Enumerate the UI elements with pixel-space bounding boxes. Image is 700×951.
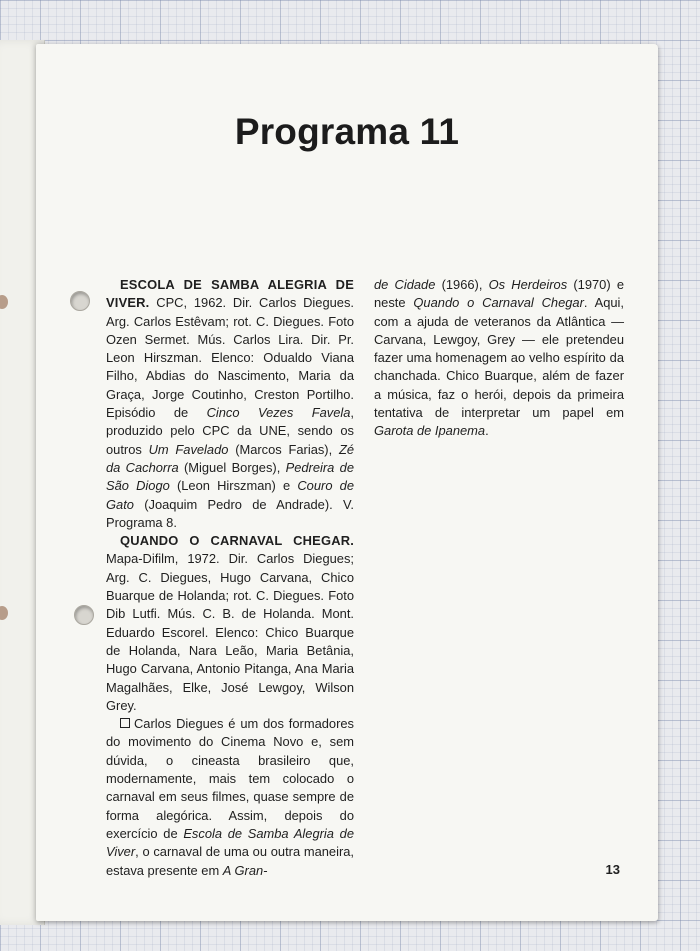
film-entry: [106, 276, 354, 532]
italic-text-run: Escola de Samba Alegria de Viver: [106, 825, 354, 860]
text-run: (Joaquim Pedro de Andrade). V. Programa 8.: [106, 496, 354, 530]
commentary-text: [106, 716, 354, 877]
punch-hole-previous-upper: [0, 295, 8, 309]
text-run: (Marcos Farias),: [228, 441, 339, 457]
text-run: (1970) e neste: [374, 277, 624, 311]
italic-text-run: Garota de Ipanema: [374, 423, 486, 439]
italic-text-run: Pedreira de São Diogo: [106, 459, 354, 494]
italic-text-run: Couro de Gato: [106, 478, 354, 512]
italic-text-run: Um Favelado: [148, 441, 229, 457]
italic-text-run: A Gran-: [222, 862, 268, 878]
commentary-continuation: [374, 276, 624, 441]
text-run: .: [485, 423, 489, 439]
page-number: 13: [605, 862, 620, 877]
square-bullet-icon: [120, 718, 130, 728]
italic-text-run: de Cidade: [374, 277, 436, 292]
text-run: (Leon Hirszman) e: [169, 478, 298, 494]
page-title: Programa 11: [234, 110, 460, 152]
italic-text-run: Zé da Cachorra: [106, 441, 354, 475]
italic-text-run: Os Herdeiros: [488, 277, 568, 292]
film-credits: [106, 295, 354, 530]
film-title: ESCOLA DE SAMBA ALEGRIA DE VIVER.: [106, 277, 354, 311]
text-column-right: [374, 276, 624, 441]
text-run: , produzido pelo CPC da UNE, sendo os outros: [106, 405, 354, 457]
text-run: . Aqui, com a ajuda de veteranos da Atlântica — Carvana, Lewgoy, Grey — ele pretendeu fazer uma homenagem ao velho espírito da chanchada. Chico Buarque, além de fazer a música, faz o herói, depois da primeira tentativa de interpretar um papel em: [374, 295, 624, 421]
booklet-page: [36, 44, 658, 921]
text-run: , o carnaval de uma ou outra maneira, estava presente em: [106, 844, 354, 878]
text-run: Carlos Diegues é um dos formadores do movimento do Cinema Novo e, sem dúvida, o cineasta brasileiro que, modernamente, mais tem colocado o carnaval em seus filmes, quase sempre de forma alegórica. Assim, depois do exercício de: [106, 716, 354, 841]
italic-text-run: Cinco Vezes Favela: [206, 405, 351, 421]
film-entry: [106, 532, 354, 715]
text-run: Mapa-Difilm, 1972. Dir. Carlos Diegues; Arg. C. Diegues, Hugo Carvana, Chico Buarque de Holanda; rot. C. Diegues. Foto Dib Lutfi. Mús. C. B. de Holanda. Mont. Eduardo Escorel. Elenco: Chico Buarque de Holanda, Nara Leão, Maria Betânia, Hugo Carvana, Antonio Pitanga, Ana Maria Magalhães, Elke, José Lewgoy, Wilson Grey.: [106, 551, 354, 713]
text-column-left: [106, 276, 354, 880]
film-credits: [106, 551, 354, 712]
text-run: (Miguel Borges),: [178, 459, 286, 475]
commentary-paragraph: [106, 715, 354, 880]
punch-hole-upper: [70, 291, 90, 311]
text-run: (1966),: [435, 277, 489, 292]
italic-text-run: Quando o Carnaval Chegar: [413, 295, 584, 311]
text-run: CPC, 1962. Dir. Carlos Diegues. Arg. Carlos Estêvam; rot. C. Diegues. Foto Ozen Sermet. Mús. Carlos Lira. Dir. Pr. Leon Hirszman. Elenco: Odualdo Viana Filho, Abdias do Nascimento, Maria da Graça, Jorge Coutinho, Creston Portilho. Episódio de: [106, 295, 354, 421]
film-title: QUANDO O CARNAVAL CHEGAR.: [120, 533, 354, 549]
commentary-text: [374, 277, 624, 438]
punch-hole-previous-lower: [0, 606, 8, 620]
punch-hole-lower: [74, 605, 94, 625]
